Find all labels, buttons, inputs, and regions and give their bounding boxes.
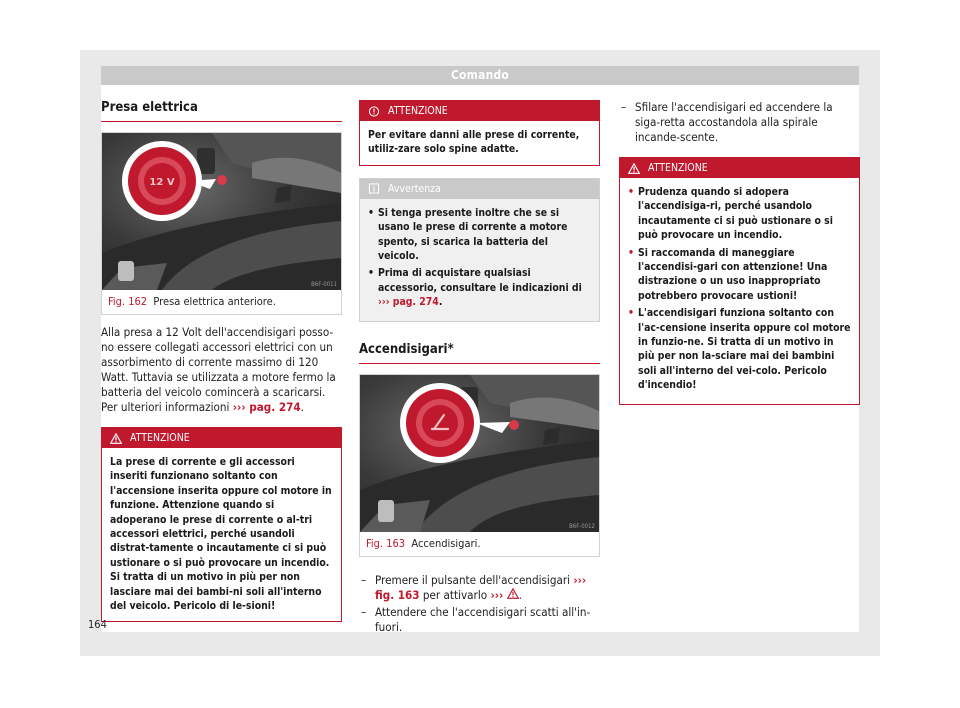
figure-caption — [102, 290, 341, 314]
warning-title: ATTENZIONE — [648, 162, 708, 174]
column-1 — [101, 94, 342, 622]
figure-caption-text: Presa elettrica anteriore. — [153, 295, 276, 308]
warning-triangle-icon[interactable] — [507, 588, 519, 599]
warning-bullet-1: • Prudenza quando si adopera l'accendisiga-ri, perché usandolo incautamente ci si può ustionare o si può provocare un incendio. — [628, 185, 851, 243]
step-2: – Attendere che l'accendisigari scatti all'in-fuori. — [359, 605, 600, 635]
figure-number: Fig. 162 — [108, 295, 148, 308]
warning-body — [620, 178, 859, 404]
note-bullet-1: • Si tenga presente inoltre che se si usano le prese di corrente a motore spento, si scarica la batteria del veicolo. — [368, 206, 591, 264]
figure-caption-text: Accendisigari. — [411, 536, 481, 550]
photo-code: B6F-0012 — [569, 522, 595, 530]
note-body — [360, 199, 599, 321]
figure-162 — [101, 132, 342, 315]
note-title: Avvertenza — [388, 182, 441, 195]
power-socket-illustration — [102, 133, 341, 290]
figure-number: Fig. 163 — [366, 536, 406, 550]
info-note-icon — [368, 183, 380, 194]
warning-header — [620, 158, 859, 178]
section-title-accendisigari: Accendisigari* — [359, 336, 600, 364]
note-header — [360, 179, 599, 199]
step-3: – Sfilare l'accendisigari ed accendere la siga-retta accostandola alla spirale incande-scente. — [619, 100, 860, 145]
chapter-header: Comando — [101, 66, 859, 85]
paragraph-end: . — [300, 400, 304, 414]
paragraph-text: Alla presa a 12 Volt dell'accendisigari posso-no essere collegati accessori elettrici con un assorbimento di corrente massimo di 120 Watt. Tuttavia se utilizzata a motore fermo la batteria del veicolo comincerà a scaricarsi. Per ulteriori informazioni — [101, 325, 336, 414]
link-pag-274-note[interactable]: ››› pag. 274 — [378, 296, 439, 309]
column-3 — [619, 94, 860, 405]
caution-header — [360, 101, 599, 121]
warning-text: La prese di corrente e gli accessori inseriti funzionano soltanto con l'accensione inserita oppure col motore in funzione. Attenzione quando si adoperano le prese di corrente o al-tri accessori elettrici, perché usandoli distrat-tamente o incautamente ci si può ustionare o si può provocare un incendio. Si tratta di un motivo in più per non lasciare mai dei bambi-ni soli all'interno del veicolo. Pericolo di le-sioni! — [110, 456, 332, 613]
warning-triangle-icon — [110, 433, 122, 444]
step-1: – Premere il pulsante dell'accendisigari ››› fig. 163 per attivarlo ››› . — [359, 573, 600, 603]
figure-163 — [359, 374, 600, 557]
photo-power-socket — [102, 133, 341, 290]
note-box — [359, 178, 600, 322]
caution-title: ATTENZIONE — [388, 105, 448, 117]
warning-box-presa — [101, 427, 342, 622]
photo-cigarette-lighter — [360, 375, 599, 532]
warning-box-accendisigari — [619, 157, 860, 405]
step-1-text: Premere il pulsante dell'accendisigari — [375, 572, 571, 587]
warning-title: ATTENZIONE — [130, 432, 190, 444]
photo-code: B6F-0011 — [311, 281, 337, 288]
column-2 — [359, 94, 600, 635]
figure-caption — [360, 532, 599, 556]
link-fig-163[interactable]: ››› fig. 163 — [375, 572, 587, 602]
warning-bullet-2: • Si raccomanda di maneggiare l'accendisi-gari con attenzione! Una distrazione o un uso inappropriato potrebbero provocare ustioni! — [628, 246, 851, 304]
caution-box — [359, 100, 600, 166]
note-bullet-2-end: . — [438, 296, 443, 309]
note-bullet-2 — [368, 266, 591, 309]
warning-header — [102, 428, 341, 448]
cigarette-lighter-illustration — [360, 375, 599, 532]
exclamation-circle-icon — [368, 106, 380, 117]
link-pag-274[interactable]: ››› pag. 274 — [232, 400, 301, 414]
link-warning-arrow[interactable]: ››› — [490, 587, 504, 602]
warning-bullet-3: • L'accendisigari funziona soltanto con l'ac-censione inserita oppure col motore in funzio-ne. Si tratta di un motivo in più per non la-sciare mai dei bambini soli all'interno del vei-colo. Pericolo d'incendio! — [628, 306, 851, 392]
note-bullet-2-text: Prima di acquistare qualsiasi accessorio, consultare le indicazioni di — [378, 267, 582, 294]
socket-badge-label: 12 V — [149, 177, 175, 188]
section-title-presa: Presa elettrica — [101, 94, 342, 122]
presa-paragraph — [101, 325, 342, 415]
page-number: 164 — [88, 618, 107, 631]
step-1-text-b: per attivarlo — [422, 587, 488, 602]
caution-text: Per evitare danni alle prese di corrente, utiliz-zare solo spine adatte. — [368, 129, 580, 156]
warning-triangle-icon — [628, 163, 640, 174]
